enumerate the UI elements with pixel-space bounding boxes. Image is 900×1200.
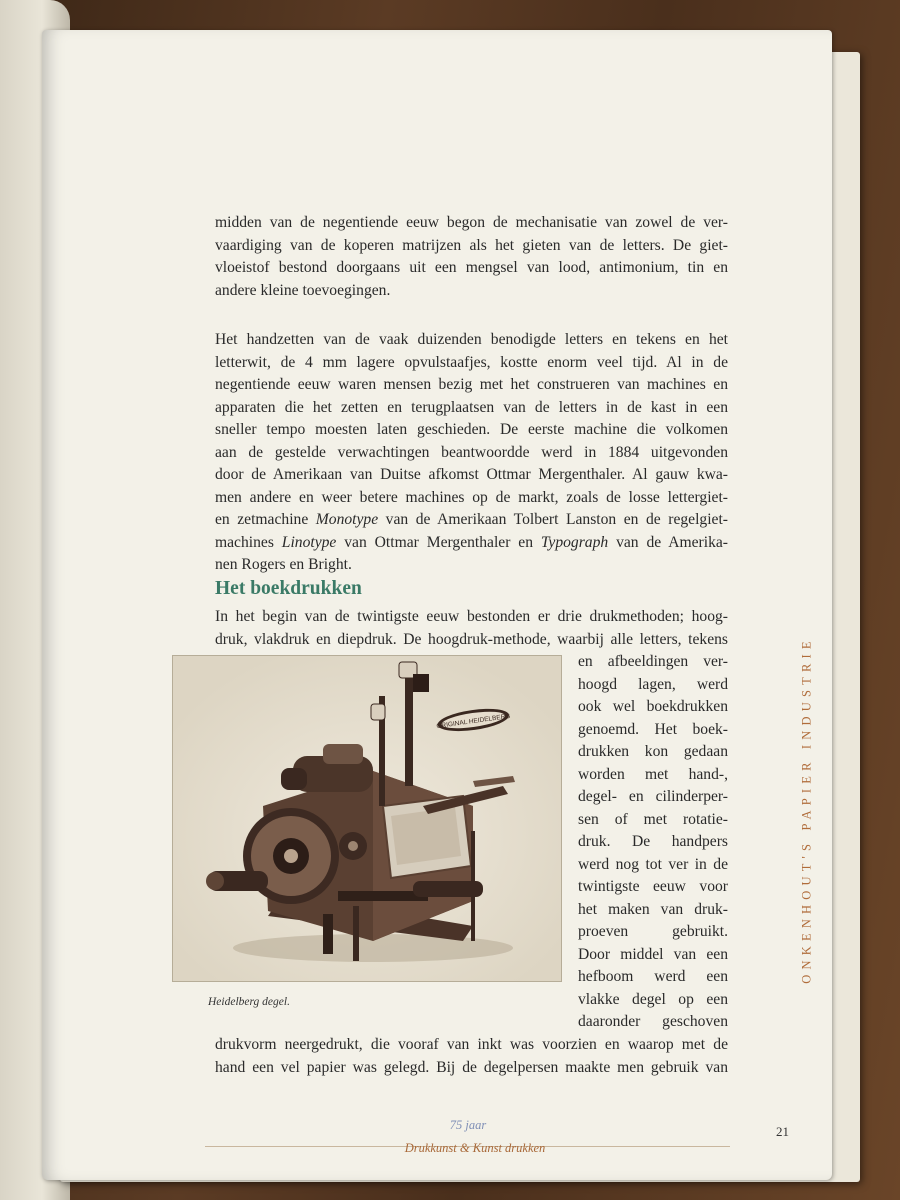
text-line: hoogd lagen, werd <box>578 675 728 693</box>
text-line: daaronder geschoven <box>578 1013 728 1030</box>
text-line: proeven gebruikt. <box>578 923 728 940</box>
text-line: sen of met rotatie- <box>578 810 728 828</box>
side-title-text: ONKENHOUT'S PAPIER INDUSTRIE <box>799 636 814 984</box>
italic-term-linotype: Linotype <box>281 533 337 551</box>
italic-term-typograph: Typograph <box>540 533 609 551</box>
text-line: andere kleine toevoegingen. <box>215 281 391 299</box>
text-line: drukvorm neergedrukt, die vooraf van inkt was voorzien en waarop met de <box>215 1036 728 1053</box>
paragraph-4 <box>215 1034 728 1079</box>
text-line: vaardiging van de koperen matrijzen als het gieten van de letters. De giet- <box>215 236 728 254</box>
text-line: Het handzetten van de vaak duizenden benodigde letters en tekens en het <box>215 331 728 348</box>
text-line: midden van de negentiende eeuw begon de mechanisatie van zowel de ver- <box>215 214 728 231</box>
text-run: en zetmachine <box>215 511 316 528</box>
text-line: vlakke degel op een <box>578 990 728 1008</box>
text-line: druk, vlakdruk en diepdruk. De hoogdruk-methode, waarbij alle letters, tekens <box>215 630 728 648</box>
text-line: ook wel boekdrukken <box>578 698 728 715</box>
text-line: hand een vel papier was gelegd. Bij de degelpersen maakte men gebruik van <box>215 1058 728 1076</box>
figure-caption: Heidelberg degel. <box>208 996 290 1008</box>
text-line: letterwit, de 4 mm lagere opvulstaafjes, kostte enorm veel tijd. Al in de <box>215 353 728 371</box>
text-run: machines <box>215 533 282 551</box>
footer-line-1: 75 jaar <box>449 1118 487 1132</box>
footer-line-2: Drukkunst & Kunst drukken <box>404 1141 546 1155</box>
text-run: van Ottmar Mergenthaler en <box>336 533 541 551</box>
section-heading: Het boekdrukken <box>215 578 362 599</box>
paragraph-2 <box>215 329 728 577</box>
paragraph-1 <box>215 212 728 302</box>
figure-heidelberg-press <box>172 655 562 982</box>
text-line: vloeistof bestond doorgaans uit een mengsel van lood, antimonium, tin en <box>215 259 728 276</box>
italic-term-monotype: Monotype <box>315 511 379 528</box>
wrapped-text-column <box>578 651 728 1034</box>
text-line: door de Amerikaan van Duitse afkomst Ottmar Mergenthaler. Al gauw kwa- <box>215 466 728 483</box>
text-line: hefboom werd een <box>578 968 728 985</box>
page-number: 21 <box>776 1124 789 1139</box>
paragraph-3 <box>215 606 728 651</box>
text-line: In het begin van de twintigste eeuw bestonden er drie drukmethoden; hoog- <box>215 608 728 625</box>
text-line: worden met hand-, <box>578 765 728 783</box>
text-line: drukken kon gedaan <box>578 743 728 760</box>
text-line: en afbeeldingen ver- <box>578 653 728 670</box>
text-line: werd nog tot ver in de <box>578 855 728 873</box>
text-line: degel- en cilinderper- <box>578 788 728 805</box>
name-plate-text: ORIGINAL HEIDELBERG <box>436 712 511 731</box>
text-line: genoemd. Het boek- <box>578 720 728 738</box>
text-line <box>215 532 728 555</box>
text-line: sneller tempo moesten laten geschieden. De eerste machine die volkomen <box>215 421 728 438</box>
text-line: nen Rogers en Bright. <box>215 556 352 573</box>
text-line: twintigste eeuw voor <box>578 878 728 895</box>
text-line: aan de gestelde verwachtingen beantwoordde werd in 1884 uitgevonden <box>215 443 728 461</box>
text-line <box>215 509 728 532</box>
text-run: van de Amerikaan Tolbert Lanston en de regelgiet- <box>378 511 728 528</box>
text-line: apparaten die het zetten en terugplaatsen van de letters in de kast in een <box>215 398 728 416</box>
printing-press-illustration <box>173 656 561 981</box>
side-running-title <box>796 600 818 1020</box>
text-line: men andere en weer betere machines op de markt, zoals de losse lettergiet- <box>215 488 728 506</box>
text-run: van de Amerika- <box>608 533 728 551</box>
text-line: druk. De handpers <box>578 833 728 850</box>
text-line: Door middel van een <box>578 945 728 963</box>
text-line: het maken van druk- <box>578 900 728 918</box>
text-line: negentiende eeuw waren mensen bezig met het construeren van machines en <box>215 376 728 393</box>
